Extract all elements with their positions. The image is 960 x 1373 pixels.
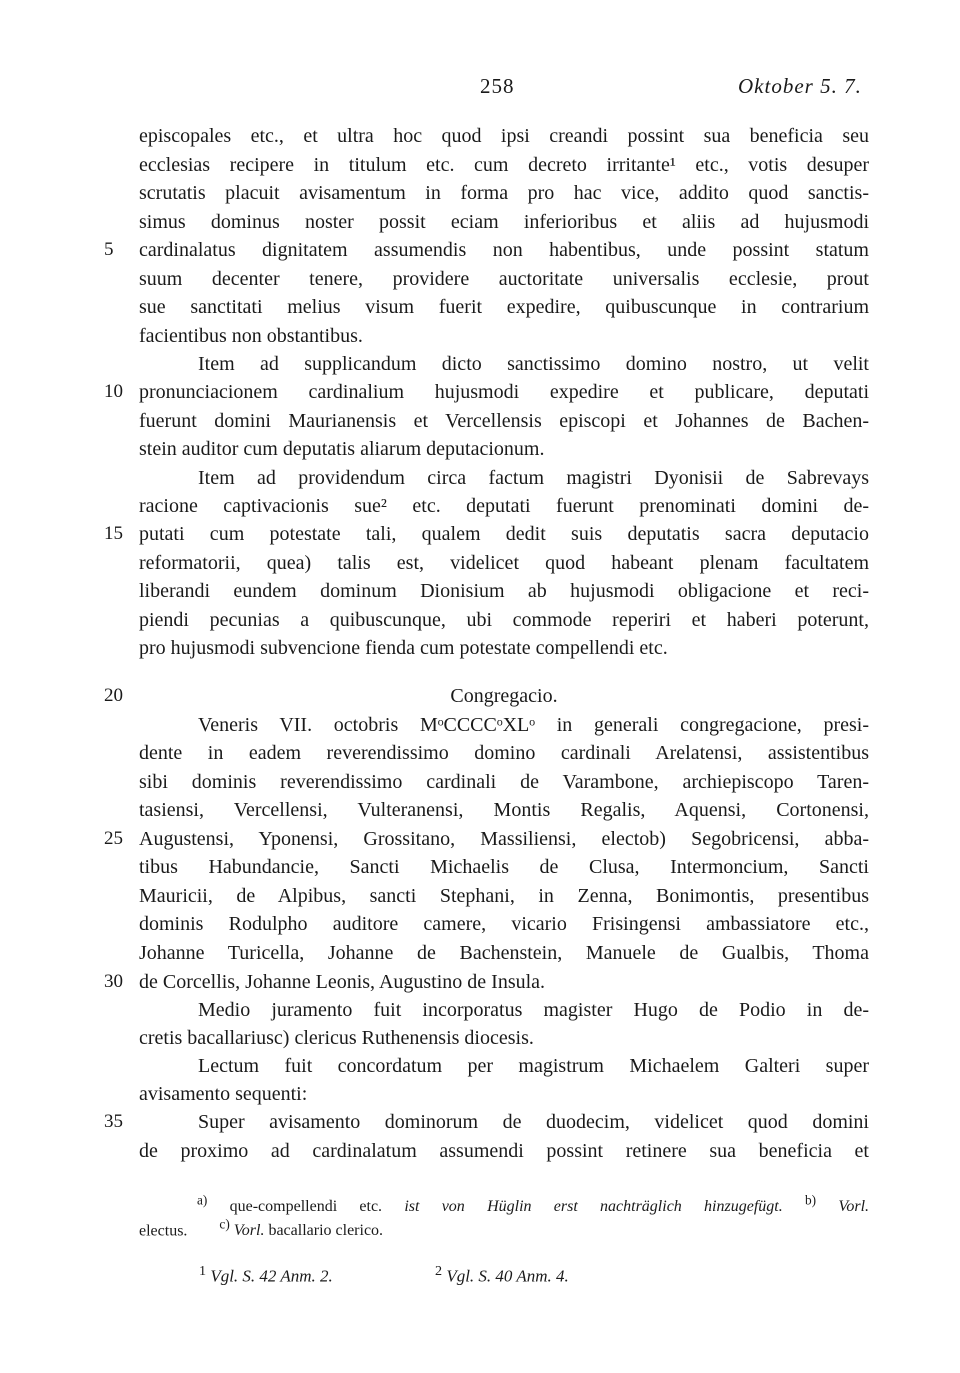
page-number: 258	[480, 74, 515, 98]
text-line: pro hujusmodi subvencione fienda cum potestate compellendi etc.	[139, 637, 668, 659]
text-line: avisamento sequenti:	[139, 1083, 308, 1105]
line-number: 30	[104, 971, 123, 992]
note-vorl: Vorl.	[233, 1222, 265, 1240]
text-line: cardinalatus dignitatem assumendis non habentibus, unde possint statum	[139, 239, 869, 261]
critical-apparatus	[139, 1188, 869, 1248]
text-line: cretis bacallariusc) clericus Ruthenensis diocesis.	[139, 1027, 534, 1049]
text-line: facientibus non obstantibus.	[139, 325, 363, 347]
text-line: tibus Habundancie, Sancti Michaelis de Clusa, Intermoncium, Sancti	[139, 856, 869, 878]
text-line: putati cum potestate tali, qualem dedit suis deputatis sacra deputacio	[139, 523, 869, 545]
apparatus-line	[139, 1188, 869, 1214]
text-line: suum decenter tenere, providere auctoritate universalis ecclesie, prout	[139, 268, 869, 290]
line-number: 35	[104, 1111, 123, 1132]
text-line: Veneris VII. octobris MᵒCCCCᵒXLᵒ in generali congregacione, presi-	[198, 714, 869, 736]
text-line: piendi pecunias a quibuscunque, ubi commode reperiri et haberi poterunt,	[139, 609, 869, 631]
text-line: stein auditor cum deputatis aliarum deputacionum.	[139, 438, 545, 460]
text-line: reformatorii, quea) talis est, videlicet quod habeant plenam facultatem	[139, 552, 869, 574]
text-line: simus dominus noster possit eciam inferioribus et aliis ad hujusmodi	[139, 211, 869, 233]
text-line: fuerunt domini Maurianensis et Vercellensis episcopi et Johannes de Bachen-	[139, 410, 869, 432]
running-header-date: Oktober 5. 7.	[738, 74, 862, 98]
text-line: Item ad supplicandum dicto sanctissimo domino nostro, ut velit	[198, 353, 869, 375]
note-text: que-compellendi etc.	[229, 1198, 383, 1216]
text-line: racione captivacionis sue² etc. deputati fuerunt prenominati domini de-	[139, 495, 869, 517]
text-line: de Corcellis, Johanne Leonis, Augustino de Insula.	[139, 971, 546, 993]
footnote-text: Vgl. S. 40 Anm. 4.	[446, 1266, 569, 1286]
note-text: electus.	[139, 1222, 188, 1240]
text-line: de proximo ad cardinalatum assumendi possint retinere sua beneficia et	[139, 1140, 869, 1162]
footnote-text: Vgl. S. 42 Anm. 2.	[210, 1266, 333, 1286]
note-comment: ist von Hüglin erst nachträglich hinzugefügt.	[404, 1198, 783, 1216]
text-line: ecclesias recipere in titulum etc. cum decreto irritante¹ etc., votis desuper	[139, 154, 869, 176]
text-line: sibi dominis reverendissimo cardinali de Varambone, archiepiscopo Taren-	[139, 771, 869, 793]
note-marker: b)	[804, 1193, 817, 1208]
footnote-marker: 2	[435, 1263, 443, 1279]
text-line: Medio juramento fuit incorporatus magister Hugo de Podio in de-	[198, 999, 869, 1021]
section-heading: Congregacio.	[450, 685, 558, 707]
footnote-marker: 1	[199, 1263, 207, 1279]
line-number: 20	[104, 685, 123, 706]
footnote	[199, 1258, 333, 1290]
text-line: Augustensi, Yponensi, Grossitano, Massiliensi, electob) Segobricensi, abba-	[139, 828, 869, 850]
text-line: liberandi eundem dominum Dionisium ab hujusmodi obligacione et reci-	[139, 580, 869, 602]
text-line: scrutatis placuit avisamentum in forma pro hac vice, addito quod sanctis-	[139, 182, 869, 204]
footnotes	[139, 1258, 869, 1288]
page-header	[0, 74, 960, 104]
note-marker: a)	[197, 1193, 208, 1208]
text-line: Item ad providendum circa factum magistri Dyonisii de Sabrevays	[198, 467, 869, 489]
note-marker: c)	[219, 1217, 230, 1232]
note-text: bacallario clerico.	[268, 1222, 384, 1240]
text-line: dominis Rodulpho auditore camere, vicario Frisingensi ambassiatore etc.,	[139, 913, 869, 935]
text-line: pronunciacionem cardinalium hujusmodi expedire et publicare, deputati	[139, 381, 869, 403]
apparatus-line	[139, 1212, 383, 1238]
text-line: Mauricii, de Alpibus, sancti Stephani, in Zenna, Bonimontis, presentibus	[139, 885, 869, 907]
line-number: 10	[104, 381, 123, 402]
text-line: tasiensi, Vercellensi, Vulteranensi, Montis Regalis, Aquensi, Cortonensi,	[139, 799, 869, 821]
note-vorl: Vorl.	[838, 1198, 870, 1216]
text-line: dente in eadem reverendissimo domino cardinali Arelatensi, assistentibus	[139, 742, 869, 764]
line-number: 15	[104, 523, 123, 544]
text-line: Johanne Turicella, Johanne de Bachenstein, Manuele de Gualbis, Thoma	[139, 942, 869, 964]
text-line: Super avisamento dominorum de duodecim, videlicet quod domini	[198, 1111, 869, 1133]
line-number: 25	[104, 828, 123, 849]
footnote	[435, 1258, 569, 1290]
text-line: sue sanctitati melius visum fuerit expedire, quibuscunque in contrarium	[139, 296, 869, 318]
text-line: episcopales etc., et ultra hoc quod ipsi creandi possint sua beneficia seu	[139, 125, 869, 147]
line-number: 5	[104, 239, 114, 260]
text-line: Lectum fuit concordatum per magistrum Michaelem Galteri super	[198, 1055, 869, 1077]
